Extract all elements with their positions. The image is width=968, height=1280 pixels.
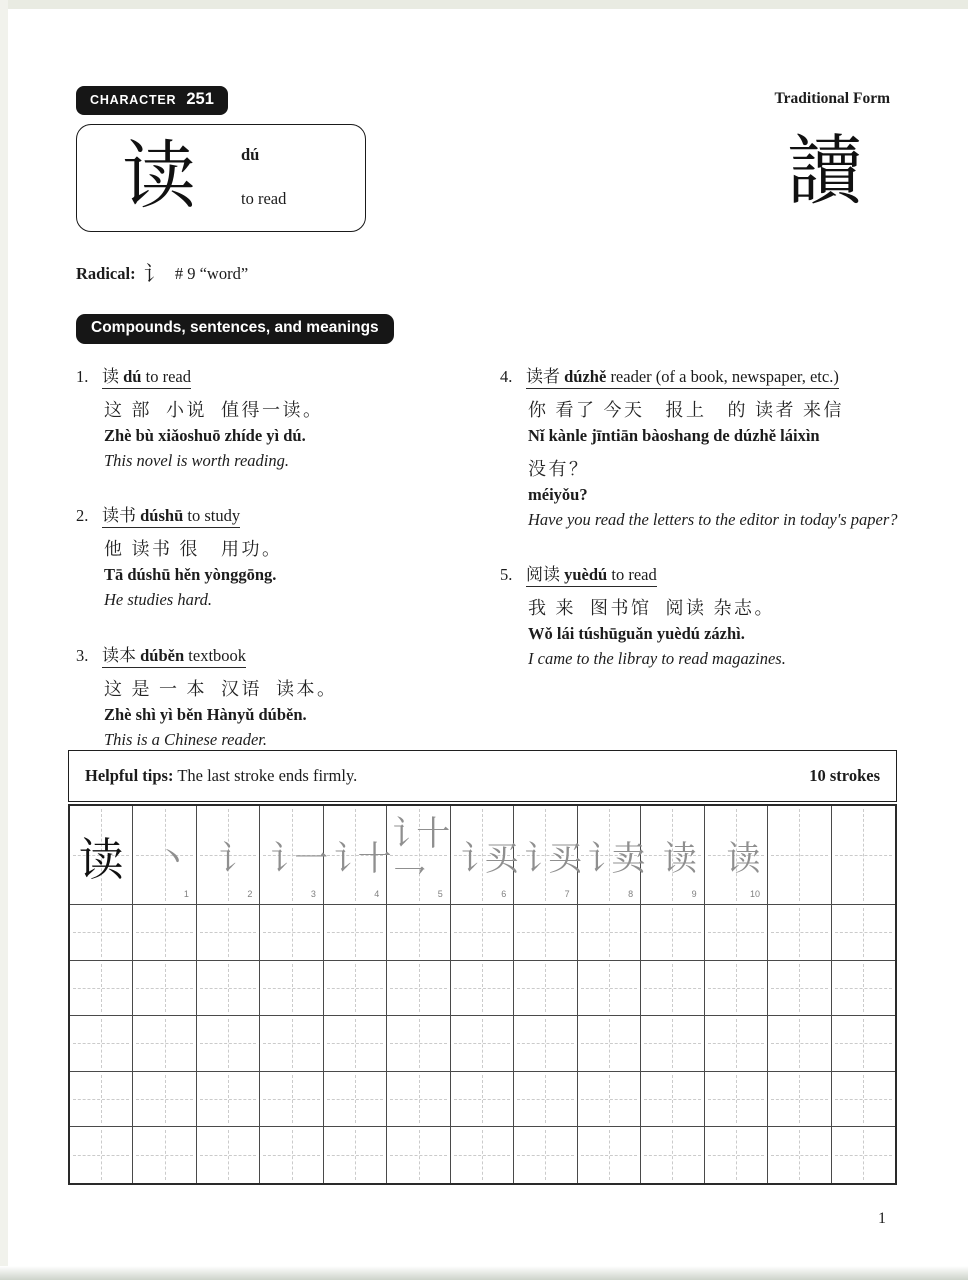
practice-cell [768, 806, 831, 905]
practice-cell [197, 1127, 260, 1183]
practice-cell [641, 1127, 704, 1183]
compound-headword [500, 560, 900, 585]
practice-cell [768, 1072, 831, 1128]
stroke-step-3: 讠一 3 [260, 806, 323, 905]
compound-headword [76, 362, 472, 387]
stroke-step-2: 讠 2 [197, 806, 260, 905]
practice-cell [641, 1072, 704, 1128]
sentence-pinyin: Tā dúshū hěn yònggōng. [104, 565, 277, 585]
practice-cell [260, 961, 323, 1017]
practice-cell [832, 1072, 895, 1128]
practice-cell [768, 905, 831, 961]
practice-cell [705, 961, 768, 1017]
practice-cell [832, 1016, 895, 1072]
compounds-left-column [76, 362, 472, 780]
stroke-step-8: 讠卖 8 [578, 806, 641, 905]
sentence-chinese: 我 来 图书馆 阅读 杂志。 [528, 598, 775, 619]
compound-item-5 [500, 560, 900, 670]
practice-cell [70, 905, 133, 961]
practice-cell [387, 1016, 450, 1072]
practice-cell [641, 905, 704, 961]
simplified-character: 读 [122, 136, 196, 218]
radical-label: Radical: [76, 264, 136, 283]
practice-cell [768, 961, 831, 1017]
stroke-step-9: 读 9 [641, 806, 704, 905]
sentence-english: This novel is worth reading. [104, 451, 290, 470]
item-number: 2. [76, 506, 89, 526]
practice-cell [324, 905, 387, 961]
practice-cell [578, 961, 641, 1017]
practice-cell [70, 1072, 133, 1128]
practice-cell [197, 1016, 260, 1072]
practice-cell [514, 1127, 577, 1183]
practice-cell [514, 1016, 577, 1072]
practice-cell [578, 1016, 641, 1072]
sentence-chinese: 这 是 一 本 汉语 读本。 [104, 678, 338, 699]
practice-cell [197, 905, 260, 961]
practice-cell [197, 961, 260, 1017]
headword-meaning: reader (of a book, newspaper, etc.) [610, 367, 839, 386]
practice-cell [70, 1127, 133, 1183]
sentence-english: Have you read the letters to the editor in today's paper? [528, 510, 898, 529]
practice-cell [70, 961, 133, 1017]
practice-cell [578, 1127, 641, 1183]
practice-cell [451, 1016, 514, 1072]
stroke-step-1: 丶 1 [133, 806, 196, 905]
practice-cell [133, 1016, 196, 1072]
character-meaning: to read [241, 189, 287, 208]
character-badge [76, 86, 228, 115]
stroke-count: 10 strokes [809, 766, 880, 785]
practice-cell [387, 1127, 450, 1183]
headword-chinese: 读本 [102, 645, 136, 665]
badge-label: CHARACTER [90, 93, 177, 107]
practice-cell [832, 905, 895, 961]
traditional-form-label: Traditional Form [774, 90, 890, 107]
page-edge-top [0, 0, 968, 9]
practice-cell [705, 1127, 768, 1183]
radical-character: 讠 [143, 262, 165, 286]
traditional-character: 讀 [787, 130, 863, 214]
practice-cell [832, 806, 895, 905]
practice-cell [387, 961, 450, 1017]
practice-cell [578, 905, 641, 961]
tips-text: The last stroke ends firmly. [177, 766, 358, 785]
practice-cell [324, 1127, 387, 1183]
practice-cell [387, 905, 450, 961]
practice-cell [451, 1127, 514, 1183]
practice-cell [260, 1127, 323, 1183]
sentence-pinyin-2: méiyǒu? [528, 485, 588, 504]
sentence-english: He studies hard. [104, 590, 213, 610]
compound-headword [76, 641, 472, 666]
practice-cell [133, 1127, 196, 1183]
compound-item-4 [500, 362, 900, 531]
practice-cell [451, 961, 514, 1017]
sentence-english: This is a Chinese reader. [104, 729, 268, 749]
practice-cell [641, 961, 704, 1017]
compound-headword [500, 362, 900, 387]
character-pinyin: dú [241, 145, 260, 164]
page-edge-bottom [0, 1266, 968, 1280]
headword-meaning: to read [611, 565, 657, 585]
stroke-step-7: 讠买 7 [514, 806, 577, 905]
practice-cell [705, 1072, 768, 1128]
practice-cell [451, 905, 514, 961]
practice-cell [578, 1072, 641, 1128]
radical-line [76, 258, 248, 288]
compounds-right-column [500, 362, 900, 780]
stroke-step-4: 讠十 4 [324, 806, 387, 905]
stroke-step-5: 讠十乛 5 [387, 806, 450, 905]
practice-cell [260, 1072, 323, 1128]
practice-cell [832, 961, 895, 1017]
compound-item-2 [76, 501, 472, 611]
compound-item-1 [76, 362, 472, 472]
item-number: 1. [76, 367, 89, 386]
practice-cell [133, 905, 196, 961]
item-number: 3. [76, 645, 89, 665]
practice-cell [832, 1127, 895, 1183]
headword-chinese: 读者 [526, 367, 560, 386]
compound-item-3 [76, 641, 472, 751]
practice-cell [133, 961, 196, 1017]
headword-meaning: textbook [188, 645, 247, 665]
item-number: 5. [500, 565, 513, 585]
sentence-english: I came to the libray to read magazines. [528, 649, 786, 669]
headword-chinese: 读书 [102, 506, 136, 526]
practice-cell [514, 905, 577, 961]
stroke-step-6: 讠买 6 [451, 806, 514, 905]
practice-cell [768, 1127, 831, 1183]
practice-cell [451, 1072, 514, 1128]
practice-cell [641, 1016, 704, 1072]
compounds-list [76, 362, 900, 780]
headword-pinyin: yuèdú [564, 565, 608, 585]
practice-cell [324, 1072, 387, 1128]
stroke-demo-character: 读 [70, 806, 133, 905]
page-edge-left [0, 0, 8, 1280]
practice-cell [514, 1072, 577, 1128]
practice-cell [768, 1016, 831, 1072]
radical-info: # 9 “word” [174, 264, 249, 283]
headword-pinyin: dú [123, 367, 142, 386]
practice-cell [514, 961, 577, 1017]
sentence-pinyin: Wǒ lái túshūguǎn yuèdú zázhì. [528, 624, 745, 644]
headword-meaning: to study [187, 506, 241, 526]
sentence-pinyin: Zhè shì yì běn Hànyǔ dúběn. [104, 704, 307, 724]
sentence-chinese: 他 读书 很 用功。 [104, 539, 283, 560]
practice-cell [387, 1072, 450, 1128]
headword-chinese: 阅读 [526, 565, 560, 585]
headword-pinyin: dúzhě [564, 367, 607, 386]
page-number: 1 [878, 1210, 886, 1227]
practice-cell [260, 1016, 323, 1072]
sentence-chinese-2: 没有？ [528, 459, 590, 479]
sentence-chinese: 这 部 小说 值得一读。 [104, 400, 324, 420]
practice-cell [260, 905, 323, 961]
sentence-chinese: 你 看了 今天 报上 的 读者 来信 [528, 400, 844, 420]
helpful-tips-box [68, 750, 897, 802]
practice-cell [705, 905, 768, 961]
character-card [76, 124, 366, 232]
headword-meaning: to read [145, 367, 191, 386]
practice-grid [68, 804, 897, 1185]
headword-chinese: 读 [102, 367, 119, 386]
item-number: 4. [500, 367, 513, 386]
headword-pinyin: dúshū [140, 506, 184, 526]
badge-number: 251 [186, 90, 214, 108]
practice-cell [324, 961, 387, 1017]
section-header: Compounds, sentences, and meanings [76, 314, 394, 344]
sentence-pinyin: Nǐ kànle jīntiān bàoshang de dúzhě láixìn [528, 426, 820, 445]
compound-headword [76, 501, 472, 526]
tips-label: Helpful tips: [85, 766, 174, 785]
practice-cell [70, 1016, 133, 1072]
practice-cell [324, 1016, 387, 1072]
stroke-step-10: 读 10 [705, 806, 768, 905]
practice-cell [133, 1072, 196, 1128]
sentence-pinyin: Zhè bù xiǎoshuō zhíde yì dú. [104, 426, 306, 445]
practice-cell [197, 1072, 260, 1128]
practice-cell [705, 1016, 768, 1072]
headword-pinyin: dúběn [140, 645, 185, 665]
